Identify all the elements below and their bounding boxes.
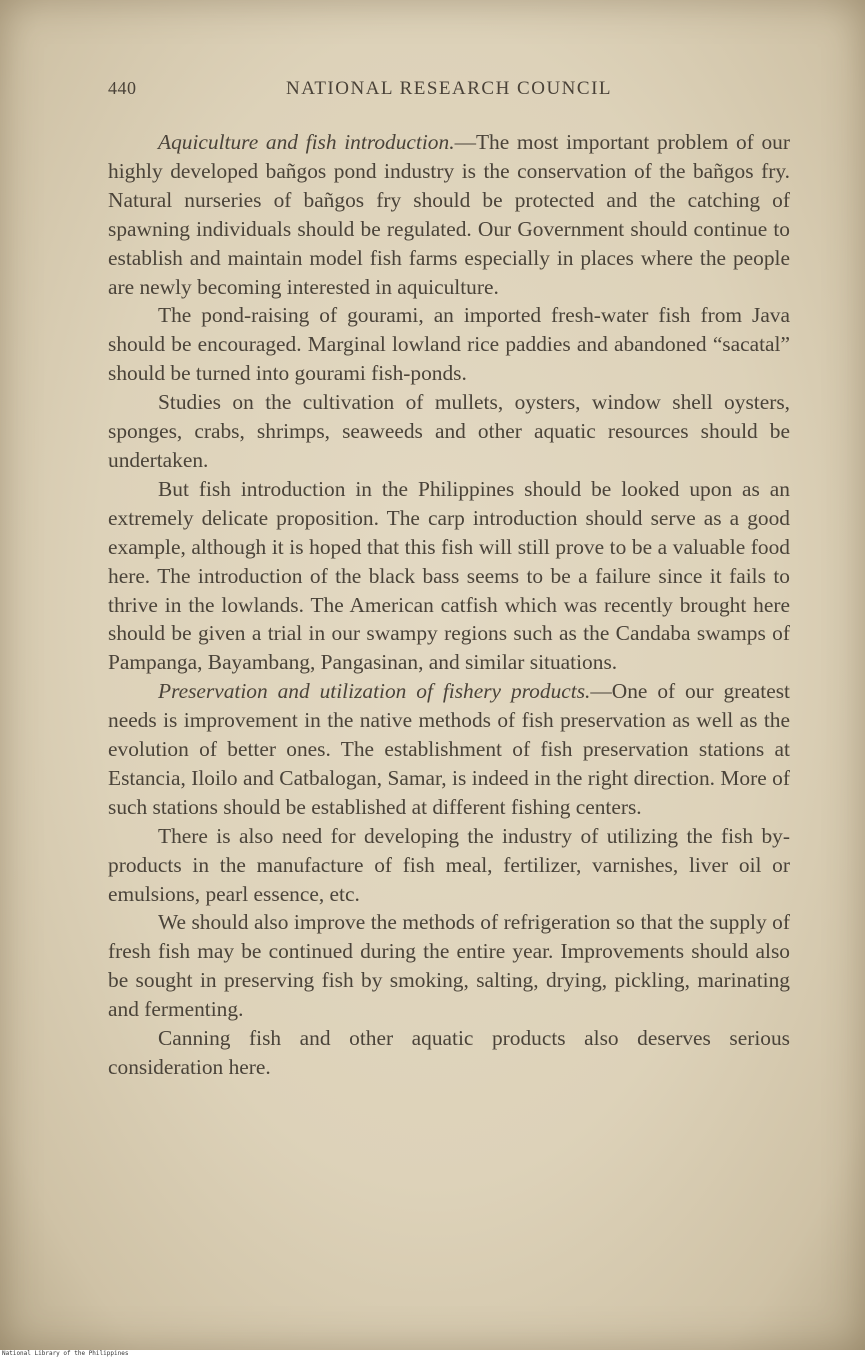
paragraph-refrigeration	[108, 908, 790, 1024]
page-header	[108, 76, 790, 106]
body-text	[108, 128, 790, 1082]
paragraph-gourami	[108, 301, 790, 388]
paragraph-text: —The most important problem of our highly developed bañgos pond industry is the conservation of the bañgos fry. Natural nurseries of bañgos fry should be protected and the catching of spawning individuals should be regulated. Our Government should continue to establish and maintain model fish farms especially in places where the people are newly becoming interested in aquiculture.	[108, 130, 791, 299]
paragraph-text: Studies on the cultivation of mullets, oysters, window shell oysters, sponges, crabs, shrimps, seaweeds and other aquatic resources should be undertaken.	[108, 390, 790, 472]
paragraph-cultivation-studies	[108, 388, 790, 475]
paragraph-text: —One of our greatest needs is improvement in the native methods of fish preservation as well as the evolution of better ones. The establishment of fish preservation stations at Estancia, Iloilo and Catbalogan, Samar, is indeed in the right direction. More of such stations should be established at different fishing centers.	[108, 679, 790, 819]
footer-strip	[0, 1350, 865, 1358]
library-credit: National Library of the Philippines	[2, 1350, 129, 1357]
paragraph-aquiculture	[108, 128, 790, 301]
section-heading-preservation: Preservation and utilization of fishery products.	[158, 679, 591, 704]
paragraph-preservation	[108, 677, 790, 822]
paragraph-text: But fish introduction in the Philippines should be looked upon as an extremely delicate proposition. The carp introduction should serve as a good example, although it is hoped that this fish will still prove to be a valuable food here. The introduction of the black bass seems to be a failure since it fails to thrive in the lowlands. The American catfish which was recently brought here should be given a trial in our swampy regions such as the Candaba swamps of Pampanga, Bayambang, Pangasinan, and similar situations.	[108, 476, 790, 675]
paragraph-text: We should also improve the methods of refrigeration so that the supply of fresh fish may be continued during the entire year. Improvements should also be sought in preserving fish by smoking, salting, drying, pickling, marinating and fermenting.	[108, 910, 790, 1022]
paragraph-text: The pond-raising of gourami, an imported fresh-water fish from Java should be encouraged. Marginal lowland rice paddies and abandoned “sacatal” should be turned into gourami fish-ponds.	[108, 303, 790, 386]
paragraph-canning	[108, 1024, 790, 1082]
running-head: NATIONAL RESEARCH COUNCIL	[285, 78, 613, 99]
page-number: 440	[108, 78, 137, 98]
section-heading-aquiculture: Aquiculture and fish introduction.	[158, 130, 455, 154]
paragraph-text: There is also need for developing the industry of utilizing the fish by-products in the manufacture of fish meal, fertilizer, varnishes, liver oil or emulsions, pearl essence, etc.	[108, 823, 790, 906]
paragraph-text: Canning fish and other aquatic products also deserves serious consideration here.	[108, 1026, 790, 1079]
paragraph-by-products	[108, 822, 790, 909]
paragraph-fish-introduction	[108, 475, 790, 677]
